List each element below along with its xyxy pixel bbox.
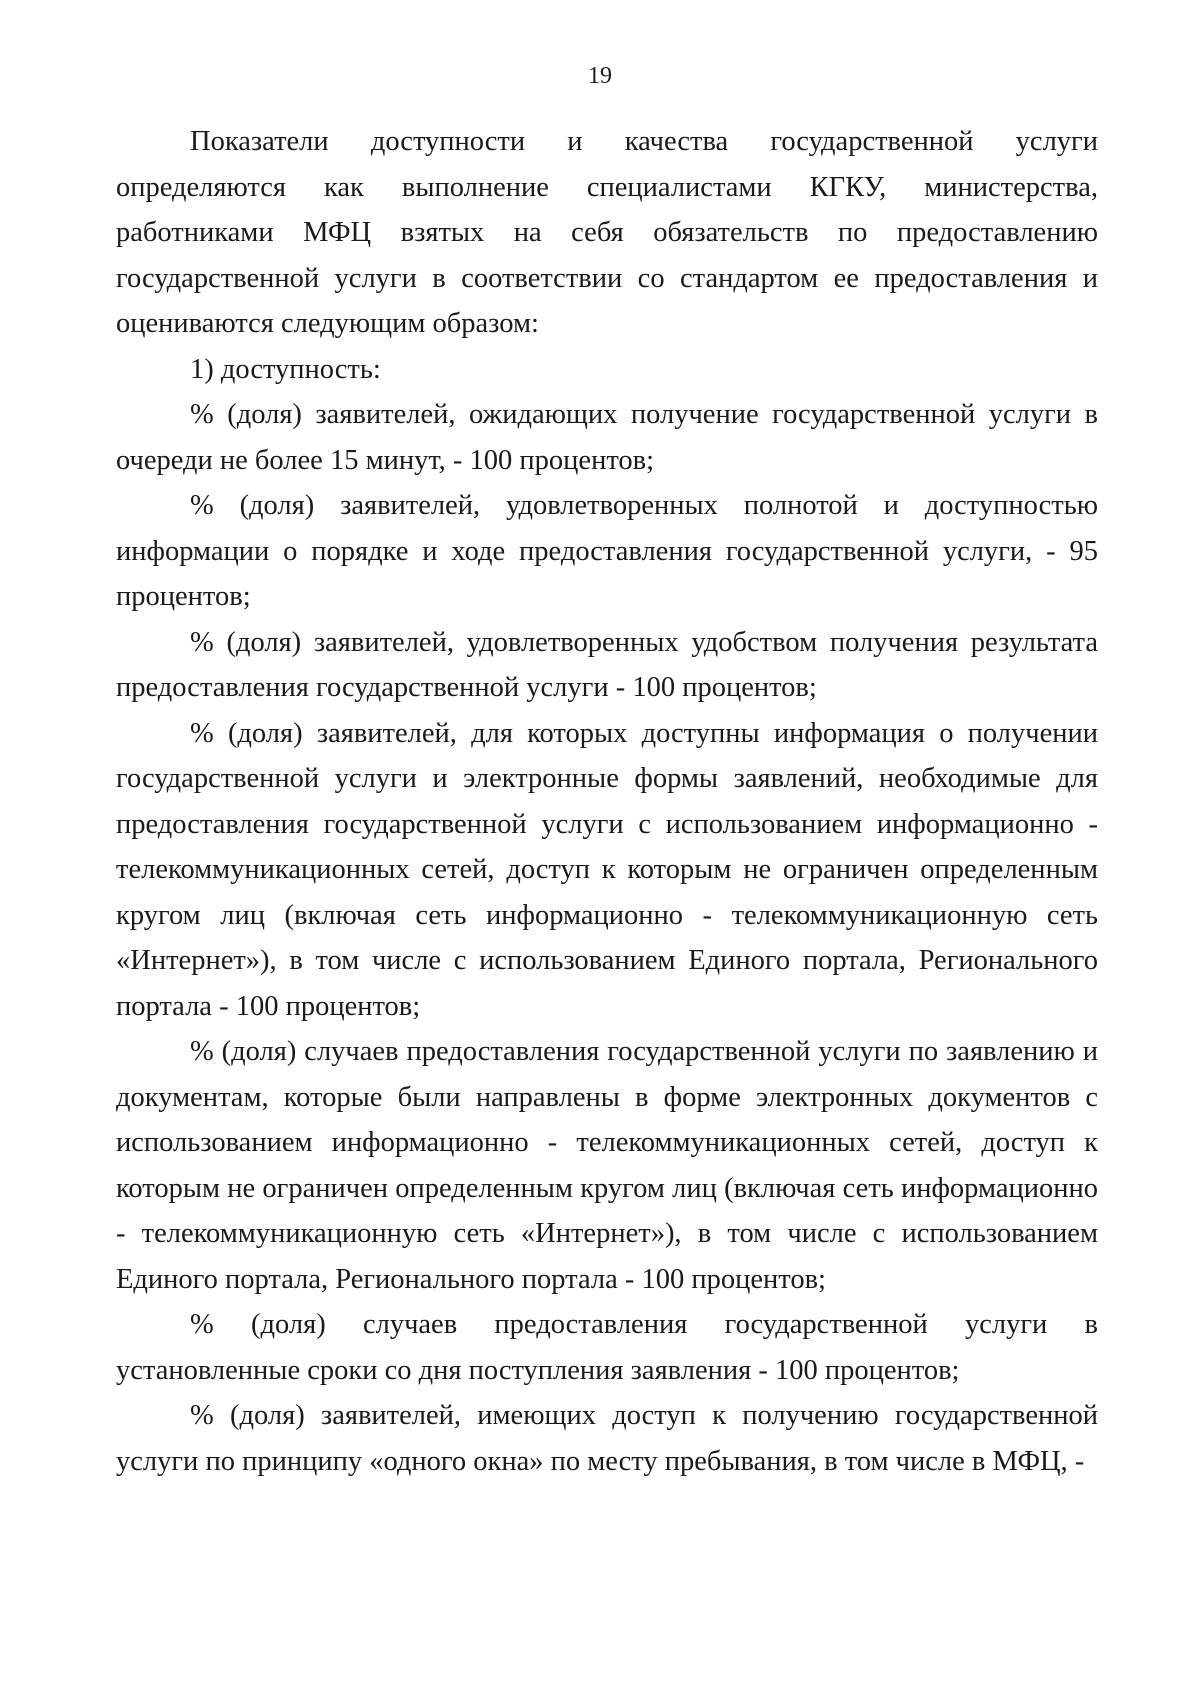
paragraph-result-convenience: % (доля) заявителей, удовлетворенных удобством получения результата предоставления государственной услуги - 100 процентов; — [116, 626, 1098, 703]
paragraph-accessibility-heading: 1) доступность: — [190, 353, 381, 385]
paragraph-electronic-forms: % (доля) заявителей, для которых доступны информация о получении государственной услуги и электронные формы заявлений, необходимые для предоставления государственной услуги с использованием информационно - телекоммуникационных сетей, доступ к которым не ограничен определенным кругом лиц (включая сеть информационно - телекоммуникационную сеть «Интернет»), в том числе с использованием Единого портала, Регионального портала - 100 процентов; — [116, 717, 1098, 1022]
page-number: 19 — [588, 63, 612, 89]
paragraph-deadlines: % (доля) случаев предоставления государственной услуги в установленные сроки со дня поступления заявления - 100 процентов; — [116, 1309, 1098, 1386]
paragraph-information-satisfaction: % (доля) заявителей, удовлетворенных полнотой и доступностью информации о порядке и ходе предоставления государственной услуги, - 95 процентов; — [116, 490, 1098, 612]
paragraph-electronic-documents: % (доля) случаев предоставления государственной услуги по заявлению и документам, которые были направлены в форме электронных документов с использованием информационно - телекоммуникационных сетей, доступ к которым не ограничен определенным кругом лиц (включая сеть информационно - телекоммуникационную сеть «Интернет»), в том числе с использованием Единого портала, Регионального портала - 100 процентов; — [116, 1036, 1098, 1295]
paragraph-one-window: % (доля) заявителей, имеющих доступ к получению государственной услуги по принципу «одного окна» по месту пребывания, в том числе в МФЦ, - — [116, 1400, 1098, 1477]
paragraph-queue-wait: % (доля) заявителей, ожидающих получение государственной услуги в очереди не более 15 минут, - 100 процентов; — [116, 399, 1098, 476]
paragraph-indicators-intro: Показатели доступности и качества государственной услуги определяются как выполнение специалистами КГКУ, министерства, работниками МФЦ взятых на себя обязательств по предоставлению государственной услуги в соответствии со стандартом ее предоставления и оцениваются следующим образом: — [116, 126, 1098, 339]
document-body — [116, 119, 1098, 1484]
